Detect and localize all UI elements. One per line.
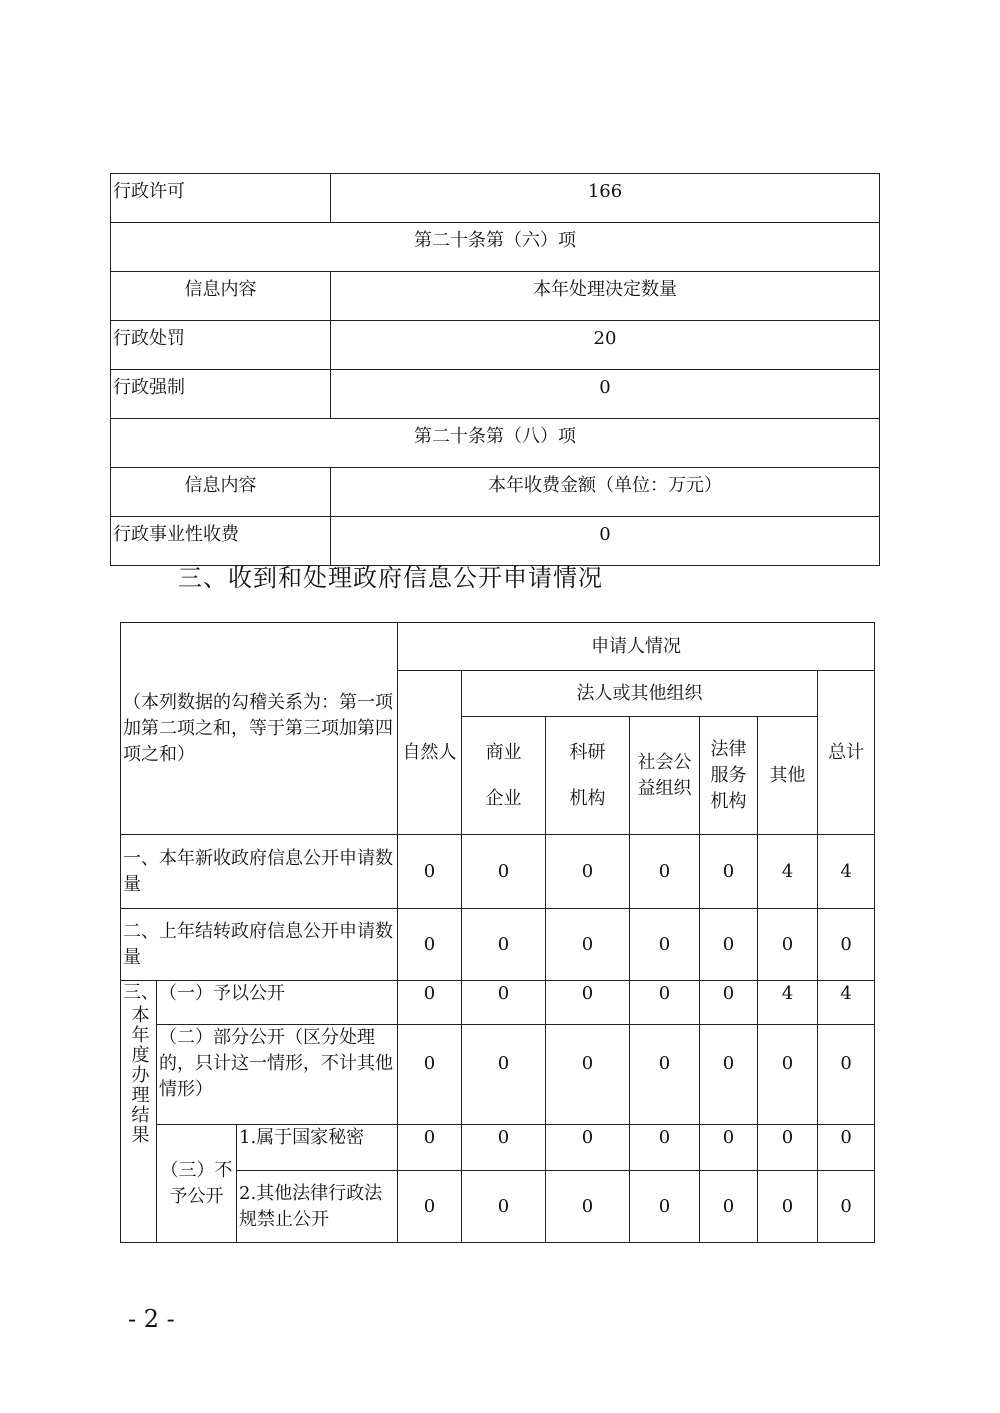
value-cell: 4 — [818, 835, 875, 909]
value-cell: 0 — [758, 909, 818, 981]
section-heading: 三、收到和处理政府信息公开申请情况 — [178, 564, 603, 592]
corner-note: （本列数据的勾稽关系为：第一项加第二项之和，等于第三项加第四项之和） — [121, 623, 398, 835]
value-cell: 0 — [630, 1171, 700, 1243]
header-other: 其他 — [758, 717, 818, 835]
value-cell: 0 — [818, 909, 875, 981]
value-cell: 0 — [546, 1171, 630, 1243]
value-cell: 0 — [398, 835, 462, 909]
application-statistics-table — [120, 622, 875, 1243]
table-row — [121, 909, 875, 981]
value-cell: 0 — [700, 1171, 758, 1243]
value-cell: 0 — [546, 981, 630, 1025]
row-label: 二、上年结转政府信息公开申请数量 — [121, 909, 398, 981]
row-label: 行政强制 — [111, 370, 331, 419]
value-cell: 0 — [398, 1025, 462, 1125]
value-cell: 0 — [546, 909, 630, 981]
header-applicant: 申请人情况 — [398, 623, 875, 671]
value-cell: 0 — [398, 909, 462, 981]
result-label-vertical: 本年度办理结果 — [128, 1005, 150, 1145]
value-cell: 0 — [630, 909, 700, 981]
table-row — [121, 835, 875, 909]
value-cell: 0 — [546, 835, 630, 909]
header-natural-person: 自然人 — [398, 671, 462, 835]
value-cell: 4 — [818, 981, 875, 1025]
value-cell: 0 — [700, 1125, 758, 1171]
value-cell: 0 — [758, 1025, 818, 1125]
value-cell: 4 — [758, 835, 818, 909]
value-cell: 0 — [546, 1025, 630, 1125]
value-cell: 0 — [398, 1125, 462, 1171]
value-cell: 0 — [398, 981, 462, 1025]
page-number: - 2 - — [128, 1305, 175, 1333]
value-cell: 0 — [818, 1171, 875, 1243]
row-label: （一）予以公开 — [157, 981, 398, 1025]
header-research-institution: 科研 机构 — [546, 717, 630, 835]
value-cell: 4 — [758, 981, 818, 1025]
row-value: 166 — [331, 174, 880, 223]
row-label: （三）不予公开 — [157, 1125, 237, 1243]
value-cell: 0 — [546, 1125, 630, 1171]
row-sublabel: 2.其他法律行政法规禁止公开 — [237, 1171, 398, 1243]
value-cell: 0 — [462, 1025, 546, 1125]
table-row — [121, 1125, 875, 1171]
table-row — [111, 321, 880, 370]
value-cell: 0 — [630, 981, 700, 1025]
value-cell: 0 — [818, 1025, 875, 1125]
row-value: 0 — [331, 370, 880, 419]
header-public-welfare-org: 社会公 益组织 — [630, 717, 700, 835]
value-cell: 0 — [700, 981, 758, 1025]
row-value: 20 — [331, 321, 880, 370]
table-row — [111, 174, 880, 223]
header-legal-org: 法人或其他组织 — [462, 671, 818, 717]
value-cell: 0 — [462, 909, 546, 981]
value-cell: 0 — [700, 909, 758, 981]
value-cell: 0 — [818, 1125, 875, 1171]
table-header-row — [111, 468, 880, 517]
value-cell: 0 — [462, 1171, 546, 1243]
table-header-row — [111, 272, 880, 321]
table-row — [111, 370, 880, 419]
header-value: 本年处理决定数量 — [331, 272, 880, 321]
value-cell: 0 — [630, 1025, 700, 1125]
value-cell: 0 — [630, 835, 700, 909]
value-cell: 0 — [700, 835, 758, 909]
statistics-table — [110, 173, 880, 566]
section-label: 第二十条第（八）项 — [111, 419, 880, 468]
row-label: 行政处罚 — [111, 321, 331, 370]
section-label: 第二十条第（六）项 — [111, 223, 880, 272]
row-label: 行政事业性收费 — [111, 517, 331, 566]
value-cell: 0 — [398, 1171, 462, 1243]
value-cell: 0 — [758, 1125, 818, 1171]
row-label: 行政许可 — [111, 174, 331, 223]
header-value: 本年收费金额（单位：万元） — [331, 468, 880, 517]
value-cell: 0 — [700, 1025, 758, 1125]
value-cell: 0 — [462, 1125, 546, 1171]
value-cell: 0 — [462, 981, 546, 1025]
row-label: （二）部分公开（区分处理的，只计这一情形，不计其他情形） — [157, 1025, 398, 1125]
header-label: 信息内容 — [111, 468, 331, 517]
table-section-row — [111, 223, 880, 272]
table-row — [121, 981, 875, 1025]
value-cell: 0 — [462, 835, 546, 909]
header-label: 信息内容 — [111, 272, 331, 321]
value-cell: 0 — [630, 1125, 700, 1171]
header-legal-service-org: 法律 服务 机构 — [700, 717, 758, 835]
header-commercial-enterprise: 商业 企业 — [462, 717, 546, 835]
table-section-row — [111, 419, 880, 468]
result-label — [121, 981, 157, 1243]
result-label-first: 三、 — [123, 982, 159, 1003]
header-total: 总计 — [818, 671, 875, 835]
table-row — [121, 1025, 875, 1125]
value-cell: 0 — [758, 1171, 818, 1243]
row-sublabel: 1.属于国家秘密 — [237, 1125, 398, 1171]
row-label: 一、本年新收政府信息公开申请数量 — [121, 835, 398, 909]
row-value: 0 — [331, 517, 880, 566]
